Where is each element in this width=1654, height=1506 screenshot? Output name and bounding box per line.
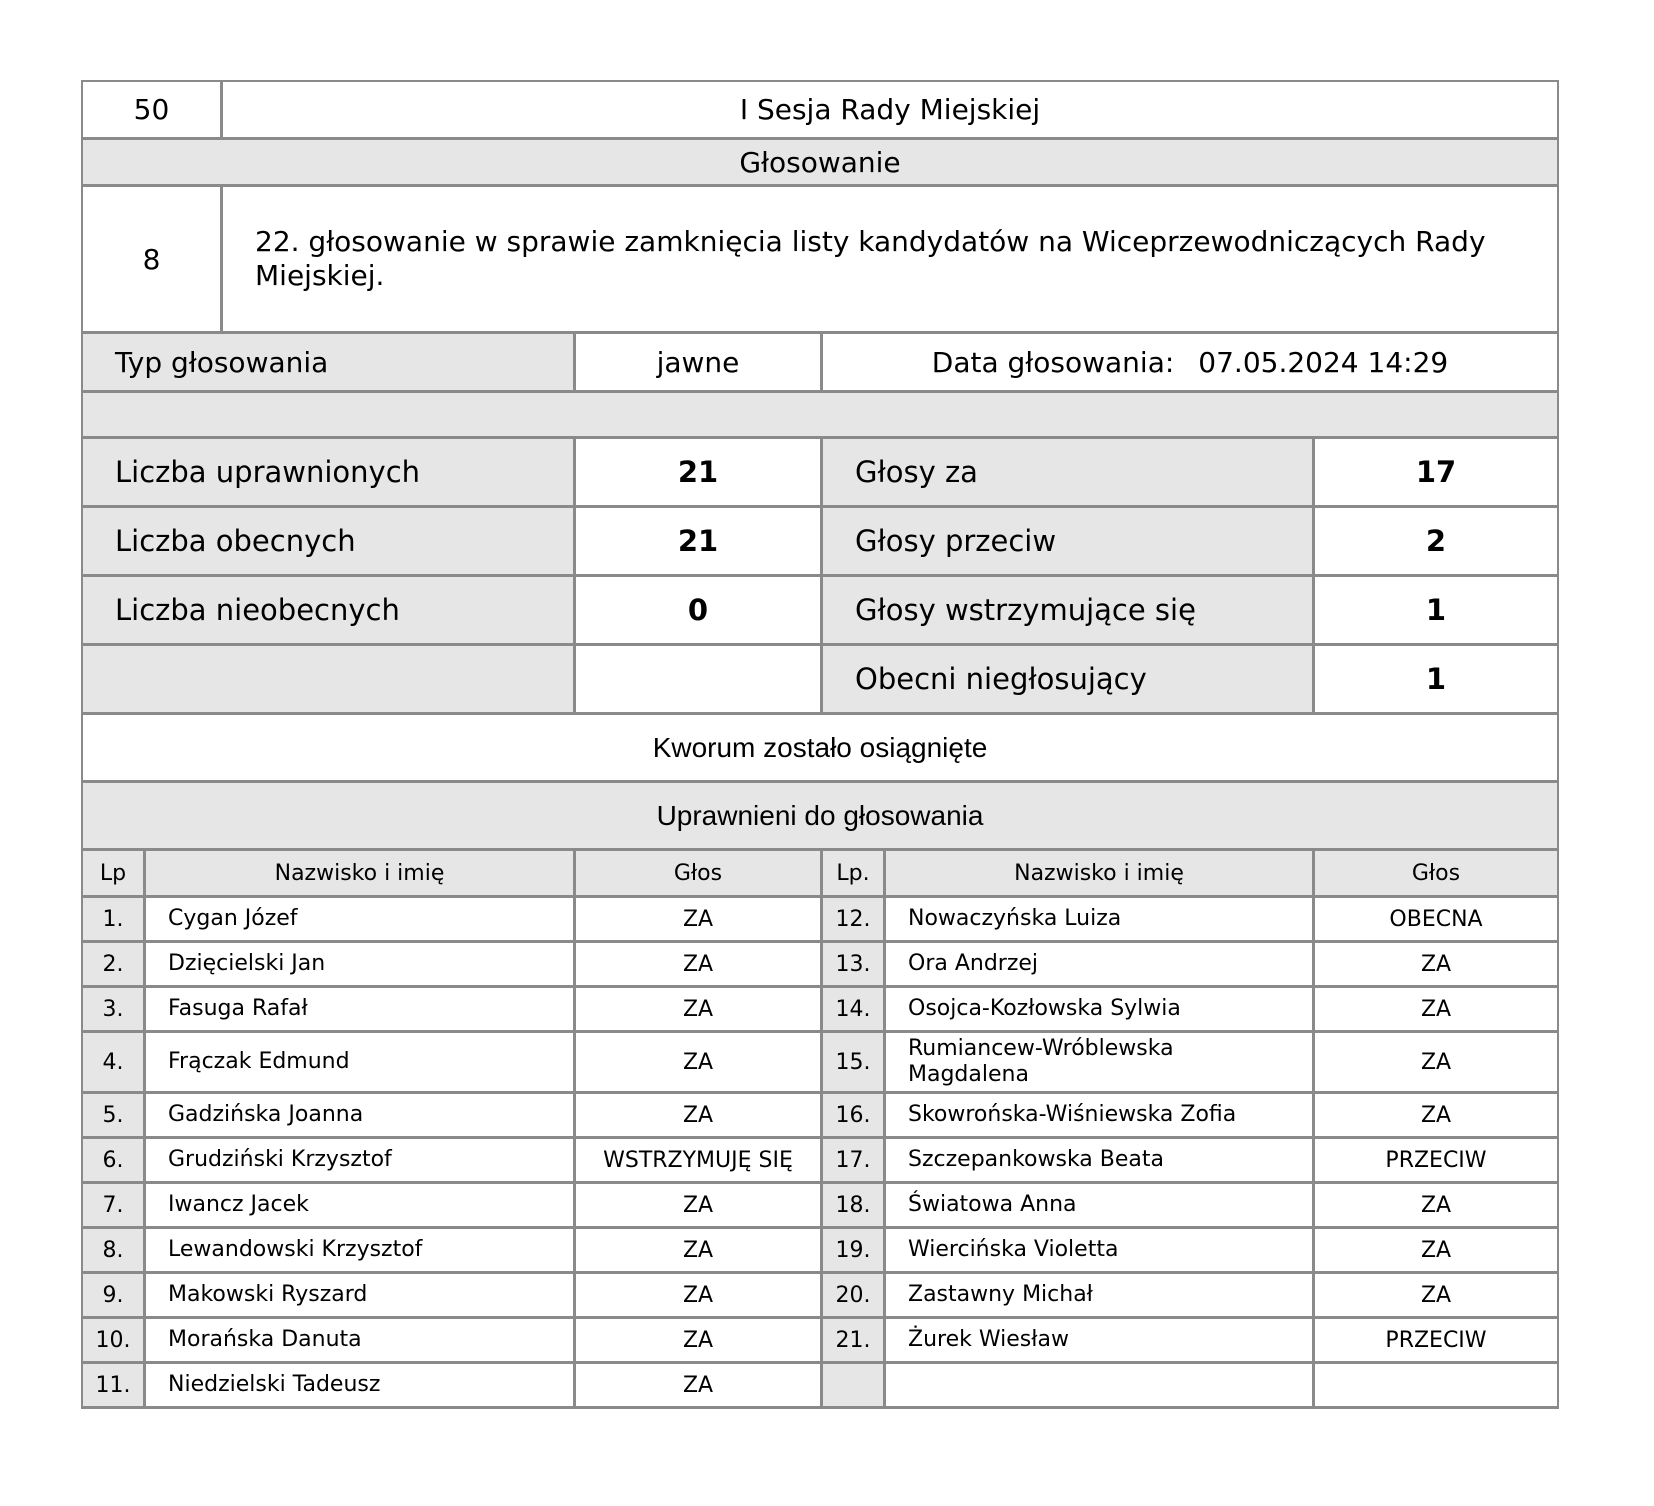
row-lp: 2. [83, 943, 146, 985]
row-lp: 14. [823, 988, 886, 1030]
eligible-title: Uprawnieni do głosowania [656, 799, 984, 831]
stats-row-4 [81, 646, 1559, 715]
table-row [81, 1139, 1559, 1184]
stats-row-3 [81, 577, 1559, 646]
row-name: Iwancz Jacek [146, 1184, 576, 1226]
row-vote: ZA [576, 1319, 823, 1361]
row-lp: 1. [83, 898, 146, 940]
stat-value: 1 [1425, 593, 1447, 627]
row-name: Wiercińska Violetta [886, 1229, 1315, 1271]
vote-title-row [81, 187, 1559, 334]
row-lp: 6. [83, 1139, 146, 1181]
row-vote: ZA [1420, 1192, 1452, 1218]
spacer-row [81, 393, 1559, 439]
vote-number: 8 [83, 187, 223, 331]
row-lp [823, 1364, 886, 1406]
row-vote: WSTRZYMUJĘ SIĘ [576, 1139, 823, 1181]
row-lp: 20. [823, 1274, 886, 1316]
table-row [81, 898, 1559, 943]
stat-label: Obecni niegłosujący [823, 646, 1315, 712]
vote-type-value: jawne [576, 334, 823, 390]
vote-title: 22. głosowanie w sprawie zamknięcia listy kandydatów na Wiceprzewodniczących Rady Miejskiej. [255, 225, 1486, 292]
row-vote: ZA [576, 1274, 823, 1316]
stat-label: Liczba nieobecnych [83, 577, 576, 643]
col-vote: Głos [576, 851, 823, 895]
row-name: Cygan Józef [146, 898, 576, 940]
row-name: Rumiancew-Wróblewska Magdalena [886, 1033, 1315, 1091]
row-name: Szczepankowska Beata [886, 1139, 1315, 1181]
session-number: 50 [83, 82, 223, 137]
col-name: Nazwisko i imię [886, 851, 1315, 895]
row-vote: ZA [576, 1033, 823, 1091]
row-name: Ora Andrzej [886, 943, 1315, 985]
row-lp: 4. [83, 1033, 146, 1091]
row-lp: 17. [823, 1139, 886, 1181]
vote-type-label: Typ głosowania [83, 334, 576, 390]
row-vote: ZA [576, 1229, 823, 1271]
row-lp: 12. [823, 898, 886, 940]
row-lp: 9. [83, 1274, 146, 1316]
row-vote: ZA [1420, 1237, 1452, 1263]
row-lp: 5. [83, 1094, 146, 1136]
vote-date-label: Data głosowania: [931, 345, 1175, 379]
row-vote [1315, 1364, 1557, 1406]
stat-label: Głosy przeciw [823, 508, 1315, 574]
stat-value: 2 [1425, 524, 1447, 558]
row-lp: 8. [83, 1229, 146, 1271]
row-vote: ZA [576, 1184, 823, 1226]
col-vote: Głos [1411, 860, 1461, 886]
table-row [81, 943, 1559, 988]
row-name: Frączak Edmund [146, 1033, 576, 1091]
col-lp: Lp [83, 851, 146, 895]
row-name: Gadzińska Joanna [146, 1094, 576, 1136]
stat-value: 17 [1415, 455, 1457, 489]
table-row [81, 988, 1559, 1033]
row-lp: 15. [823, 1033, 886, 1091]
row-vote: ZA [1420, 1102, 1452, 1128]
vote-date-value: 07.05.2024 14:29 [1198, 345, 1449, 379]
row-vote: PRZECIW [1385, 1327, 1487, 1353]
stat-empty [83, 646, 576, 712]
row-lp: 16. [823, 1094, 886, 1136]
table-row [81, 1094, 1559, 1139]
row-vote: ZA [576, 898, 823, 940]
col-name: Nazwisko i imię [146, 851, 576, 895]
stat-value: 21 [576, 439, 823, 505]
row-vote: ZA [576, 988, 823, 1030]
row-name: Światowa Anna [886, 1184, 1315, 1226]
row-vote: ZA [1420, 996, 1452, 1022]
row-lp: 21. [823, 1319, 886, 1361]
table-row [81, 1364, 1559, 1409]
row-name: Lewandowski Krzysztof [146, 1229, 576, 1271]
row-vote: ZA [1420, 1049, 1452, 1075]
quorum-row [81, 715, 1559, 783]
stat-value: 1 [1425, 662, 1447, 696]
stat-label: Liczba obecnych [83, 508, 576, 574]
session-header-row [81, 80, 1559, 140]
row-lp: 7. [83, 1184, 146, 1226]
row-vote: ZA [1420, 951, 1452, 977]
row-name: Nowaczyńska Luiza [886, 898, 1315, 940]
row-name: Grudziński Krzysztof [146, 1139, 576, 1181]
row-name: Skowrońska-Wiśniewska Zofia [886, 1094, 1315, 1136]
row-name: Makowski Ryszard [146, 1274, 576, 1316]
row-name: Osojca-Kozłowska Sylwia [886, 988, 1315, 1030]
row-name: Niedzielski Tadeusz [146, 1364, 576, 1406]
row-name: Żurek Wiesław [886, 1319, 1315, 1361]
row-name: Dzięcielski Jan [146, 943, 576, 985]
section-title-row [81, 140, 1559, 187]
table-row [81, 1033, 1559, 1094]
session-title: I Sesja Rady Miejskiej [739, 93, 1041, 126]
row-vote: OBECNA [1389, 906, 1483, 932]
table-row [81, 1274, 1559, 1319]
row-lp: 10. [83, 1319, 146, 1361]
stat-label: Głosy wstrzymujące się [823, 577, 1315, 643]
quorum-text: Kworum zostało osiągnięte [652, 731, 988, 763]
row-lp: 18. [823, 1184, 886, 1226]
row-vote: ZA [576, 943, 823, 985]
voting-record [81, 80, 1559, 1409]
row-lp: 13. [823, 943, 886, 985]
table-row [81, 1229, 1559, 1274]
stats-row-1 [81, 439, 1559, 508]
row-name: Zastawny Michał [886, 1274, 1315, 1316]
row-lp: 11. [83, 1364, 146, 1406]
stat-label: Liczba uprawnionych [83, 439, 576, 505]
stat-empty [576, 646, 823, 712]
voters-header-row [81, 851, 1559, 898]
vote-date [823, 334, 1557, 390]
stats-row-2 [81, 508, 1559, 577]
eligible-title-row [81, 783, 1559, 851]
row-name: Morańska Danuta [146, 1319, 576, 1361]
table-row [81, 1184, 1559, 1229]
row-vote: ZA [576, 1364, 823, 1406]
row-name [886, 1364, 1315, 1406]
col-lp: Lp. [823, 851, 886, 895]
row-name: Fasuga Rafał [146, 988, 576, 1030]
vote-type-row [81, 334, 1559, 393]
row-vote: ZA [1420, 1282, 1452, 1308]
row-lp: 19. [823, 1229, 886, 1271]
table-row [81, 1319, 1559, 1364]
row-vote: ZA [576, 1094, 823, 1136]
stat-value: 0 [576, 577, 823, 643]
section-title: Głosowanie [739, 145, 901, 179]
row-vote: PRZECIW [1385, 1147, 1487, 1173]
stat-label: Głosy za [823, 439, 1315, 505]
voters-table-body [81, 898, 1559, 1409]
row-lp: 3. [83, 988, 146, 1030]
stat-value: 21 [576, 508, 823, 574]
